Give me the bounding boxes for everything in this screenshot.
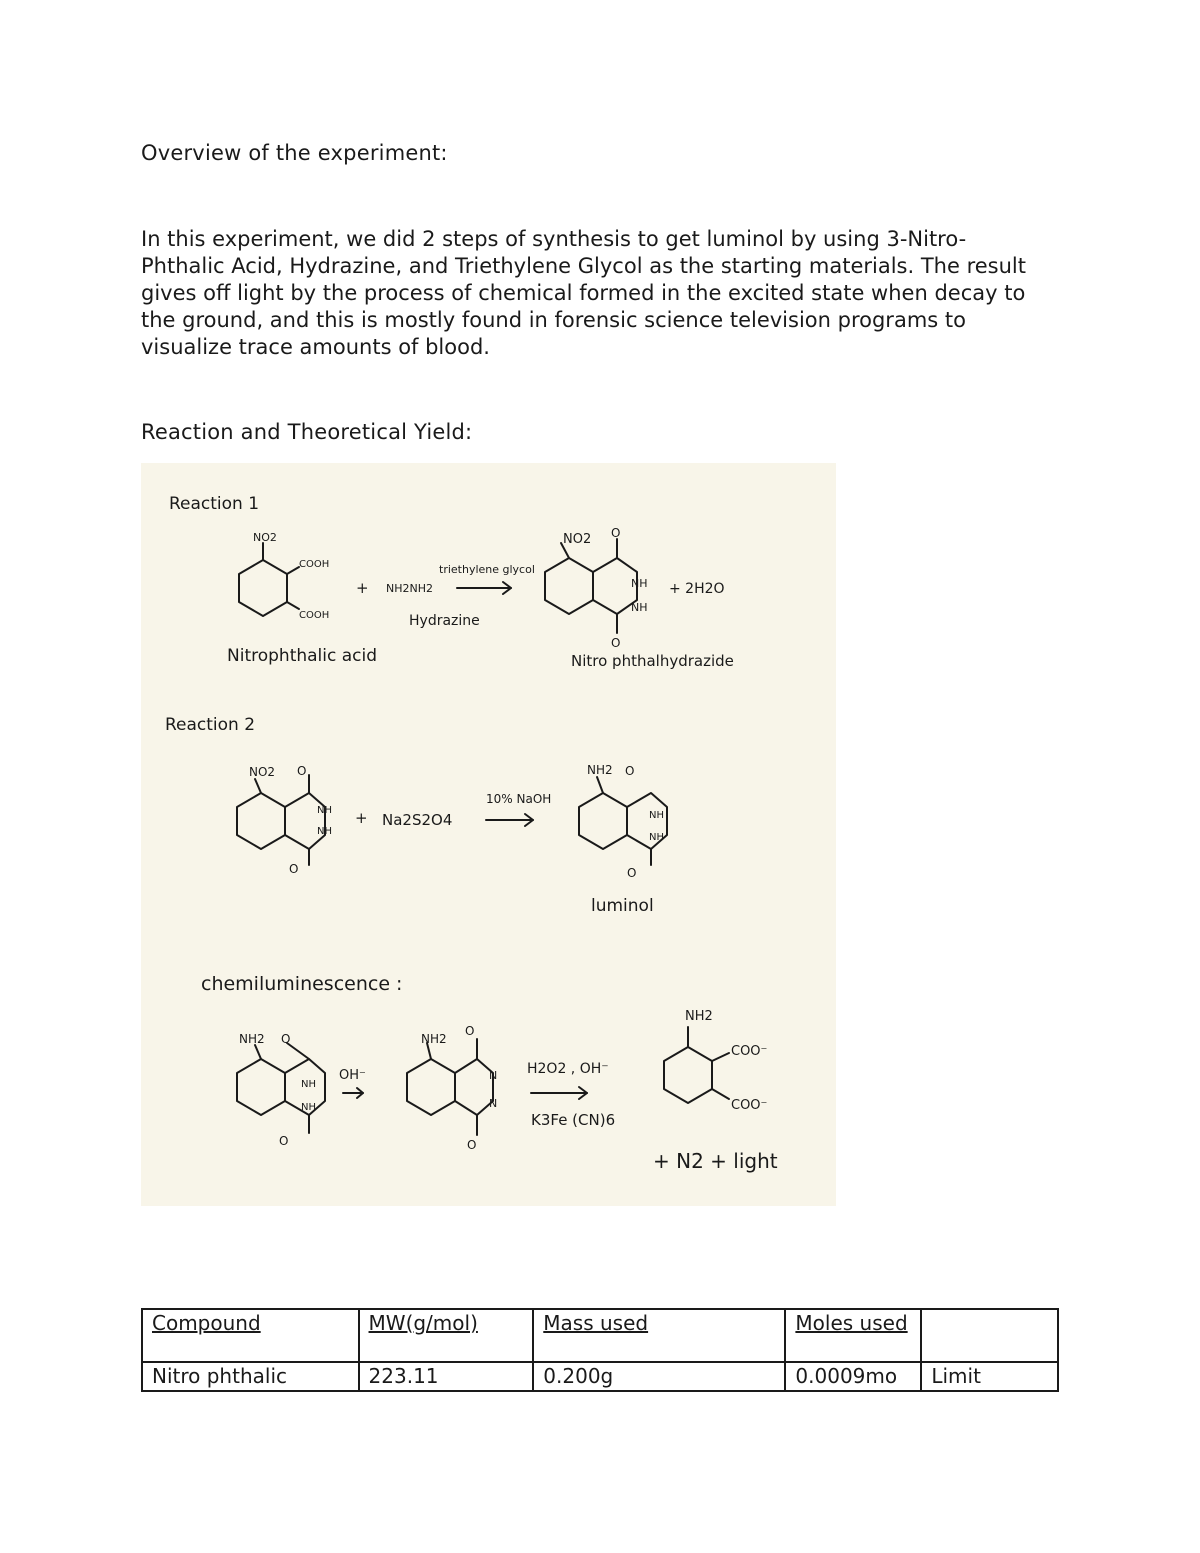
reaction1-title: Reaction 1 <box>169 494 260 514</box>
c-nh1: NH <box>301 1079 316 1090</box>
r1-byproduct: + 2H2O <box>669 581 725 597</box>
r2-nh1: NH <box>317 805 332 816</box>
c-products: + N2 + light <box>653 1149 778 1173</box>
header-moles-used: Moles used <box>785 1309 921 1362</box>
cell-compound: Nitro phthalic <box>142 1362 359 1391</box>
chemi-title: chemiluminescence : <box>201 973 403 995</box>
c-arrow1 <box>343 1088 363 1098</box>
c-reagent1: H2O2 , OH⁻ <box>527 1061 609 1077</box>
r1-no2: NO2 <box>253 531 277 544</box>
table-row <box>142 1362 1058 1391</box>
header-compound: Compound <box>142 1309 359 1362</box>
header-mw: MW(g/mol) <box>359 1309 534 1362</box>
c-i-n2: N <box>489 1097 498 1110</box>
r2-p-nh2b: NH <box>649 832 664 843</box>
r1-hydrazine-label: Hydrazine <box>409 613 480 629</box>
cell-mw: 223.11 <box>359 1362 534 1391</box>
r2-o-bottom: O <box>289 862 299 876</box>
c-i-n1: N <box>489 1069 498 1082</box>
r1-p-nh2: NH <box>631 601 648 614</box>
r2-p-nh1: NH <box>649 810 664 821</box>
intro-line: visualize trace amounts of blood. <box>141 335 490 359</box>
r2-o-top: O <box>297 764 307 778</box>
cell-mass: 0.200g <box>533 1362 785 1391</box>
r1-p-no2: NO2 <box>563 532 592 547</box>
r1-p-nh1: NH <box>631 577 648 590</box>
reaction-heading: Reaction and Theoretical Yield: <box>141 420 473 444</box>
c-nh2b: NH <box>301 1102 316 1113</box>
r2-p-o-bottom: O <box>627 866 637 880</box>
nitrophthalic-acid-structure <box>239 543 299 616</box>
intro-line: In this experiment, we did 2 steps of synthesis to get luminol by using 3-Nitro- <box>141 227 967 251</box>
c-o-top: O <box>281 1032 291 1046</box>
r2-no2: NO2 <box>249 765 276 779</box>
cell-moles: 0.0009mo <box>785 1362 921 1391</box>
r2-product-name: luminol <box>591 896 654 916</box>
r1-cooh-bottom: COOH <box>299 610 330 621</box>
r2-p-nh2: NH2 <box>587 763 613 777</box>
overview-heading: Overview of the experiment: <box>141 141 448 165</box>
intro-paragraph <box>141 226 1056 361</box>
r1-p-o-bottom: O <box>611 636 621 650</box>
r1-p-o-top: O <box>611 526 621 540</box>
r1-solvent: triethylene glycol <box>439 563 535 576</box>
header-blank <box>921 1309 1058 1362</box>
reagent-table <box>141 1308 1059 1392</box>
c-i-o-bottom: O <box>467 1138 477 1152</box>
r2-reactant-structure <box>237 775 325 865</box>
reaction-scheme-svg <box>141 463 836 1206</box>
r1-cooh-top: COOH <box>299 559 330 570</box>
intro-line: Phthalic Acid, Hydrazine, and Triethylene Glycol as the starting materials. The result <box>141 254 1026 278</box>
r2-reagent: Na2S2O4 <box>382 811 453 829</box>
c-p-nh2: NH2 <box>685 1009 713 1024</box>
table-header-row <box>142 1309 1058 1362</box>
r1-product-name: Nitro phthalhydrazide <box>571 652 734 670</box>
handwritten-reaction-image <box>141 463 836 1206</box>
r2-p-o-top: O <box>625 764 635 778</box>
intro-line: gives off light by the process of chemical formed in the excited state when decay to <box>141 281 1026 305</box>
c-i-o-top: O <box>465 1024 475 1038</box>
c-reagent2: K3Fe (CN)6 <box>531 1111 616 1129</box>
c-nh2: NH2 <box>239 1032 265 1046</box>
r2-plus: + <box>355 809 368 827</box>
r1-plus: + <box>356 579 369 597</box>
luminol-structure <box>579 777 667 865</box>
c-o-bottom: O <box>279 1134 289 1148</box>
c-i-nh2: NH2 <box>421 1032 447 1046</box>
nitrophthalhydrazide-structure <box>545 539 637 633</box>
r2-arrow <box>486 814 533 826</box>
c-p-coo1: COO⁻ <box>731 1044 768 1059</box>
c-oh: OH⁻ <box>339 1068 366 1083</box>
r1-arrow <box>457 582 511 594</box>
c-arrow2 <box>531 1087 587 1099</box>
dianion-structure <box>407 1039 493 1135</box>
r1-hydrazine-formula: NH2NH2 <box>386 582 433 595</box>
r2-condition: 10% NaOH <box>486 792 552 806</box>
c-p-coo2: COO⁻ <box>731 1098 768 1113</box>
r1-reactant-name: Nitrophthalic acid <box>227 646 378 666</box>
aminophthalate-structure <box>664 1027 729 1103</box>
r2-nh2: NH <box>317 826 332 837</box>
intro-line: the ground, and this is mostly found in forensic science television programs to <box>141 308 966 332</box>
cell-note: Limit <box>921 1362 1058 1391</box>
header-mass-used: Mass used <box>533 1309 785 1362</box>
reaction2-title: Reaction 2 <box>165 715 256 735</box>
